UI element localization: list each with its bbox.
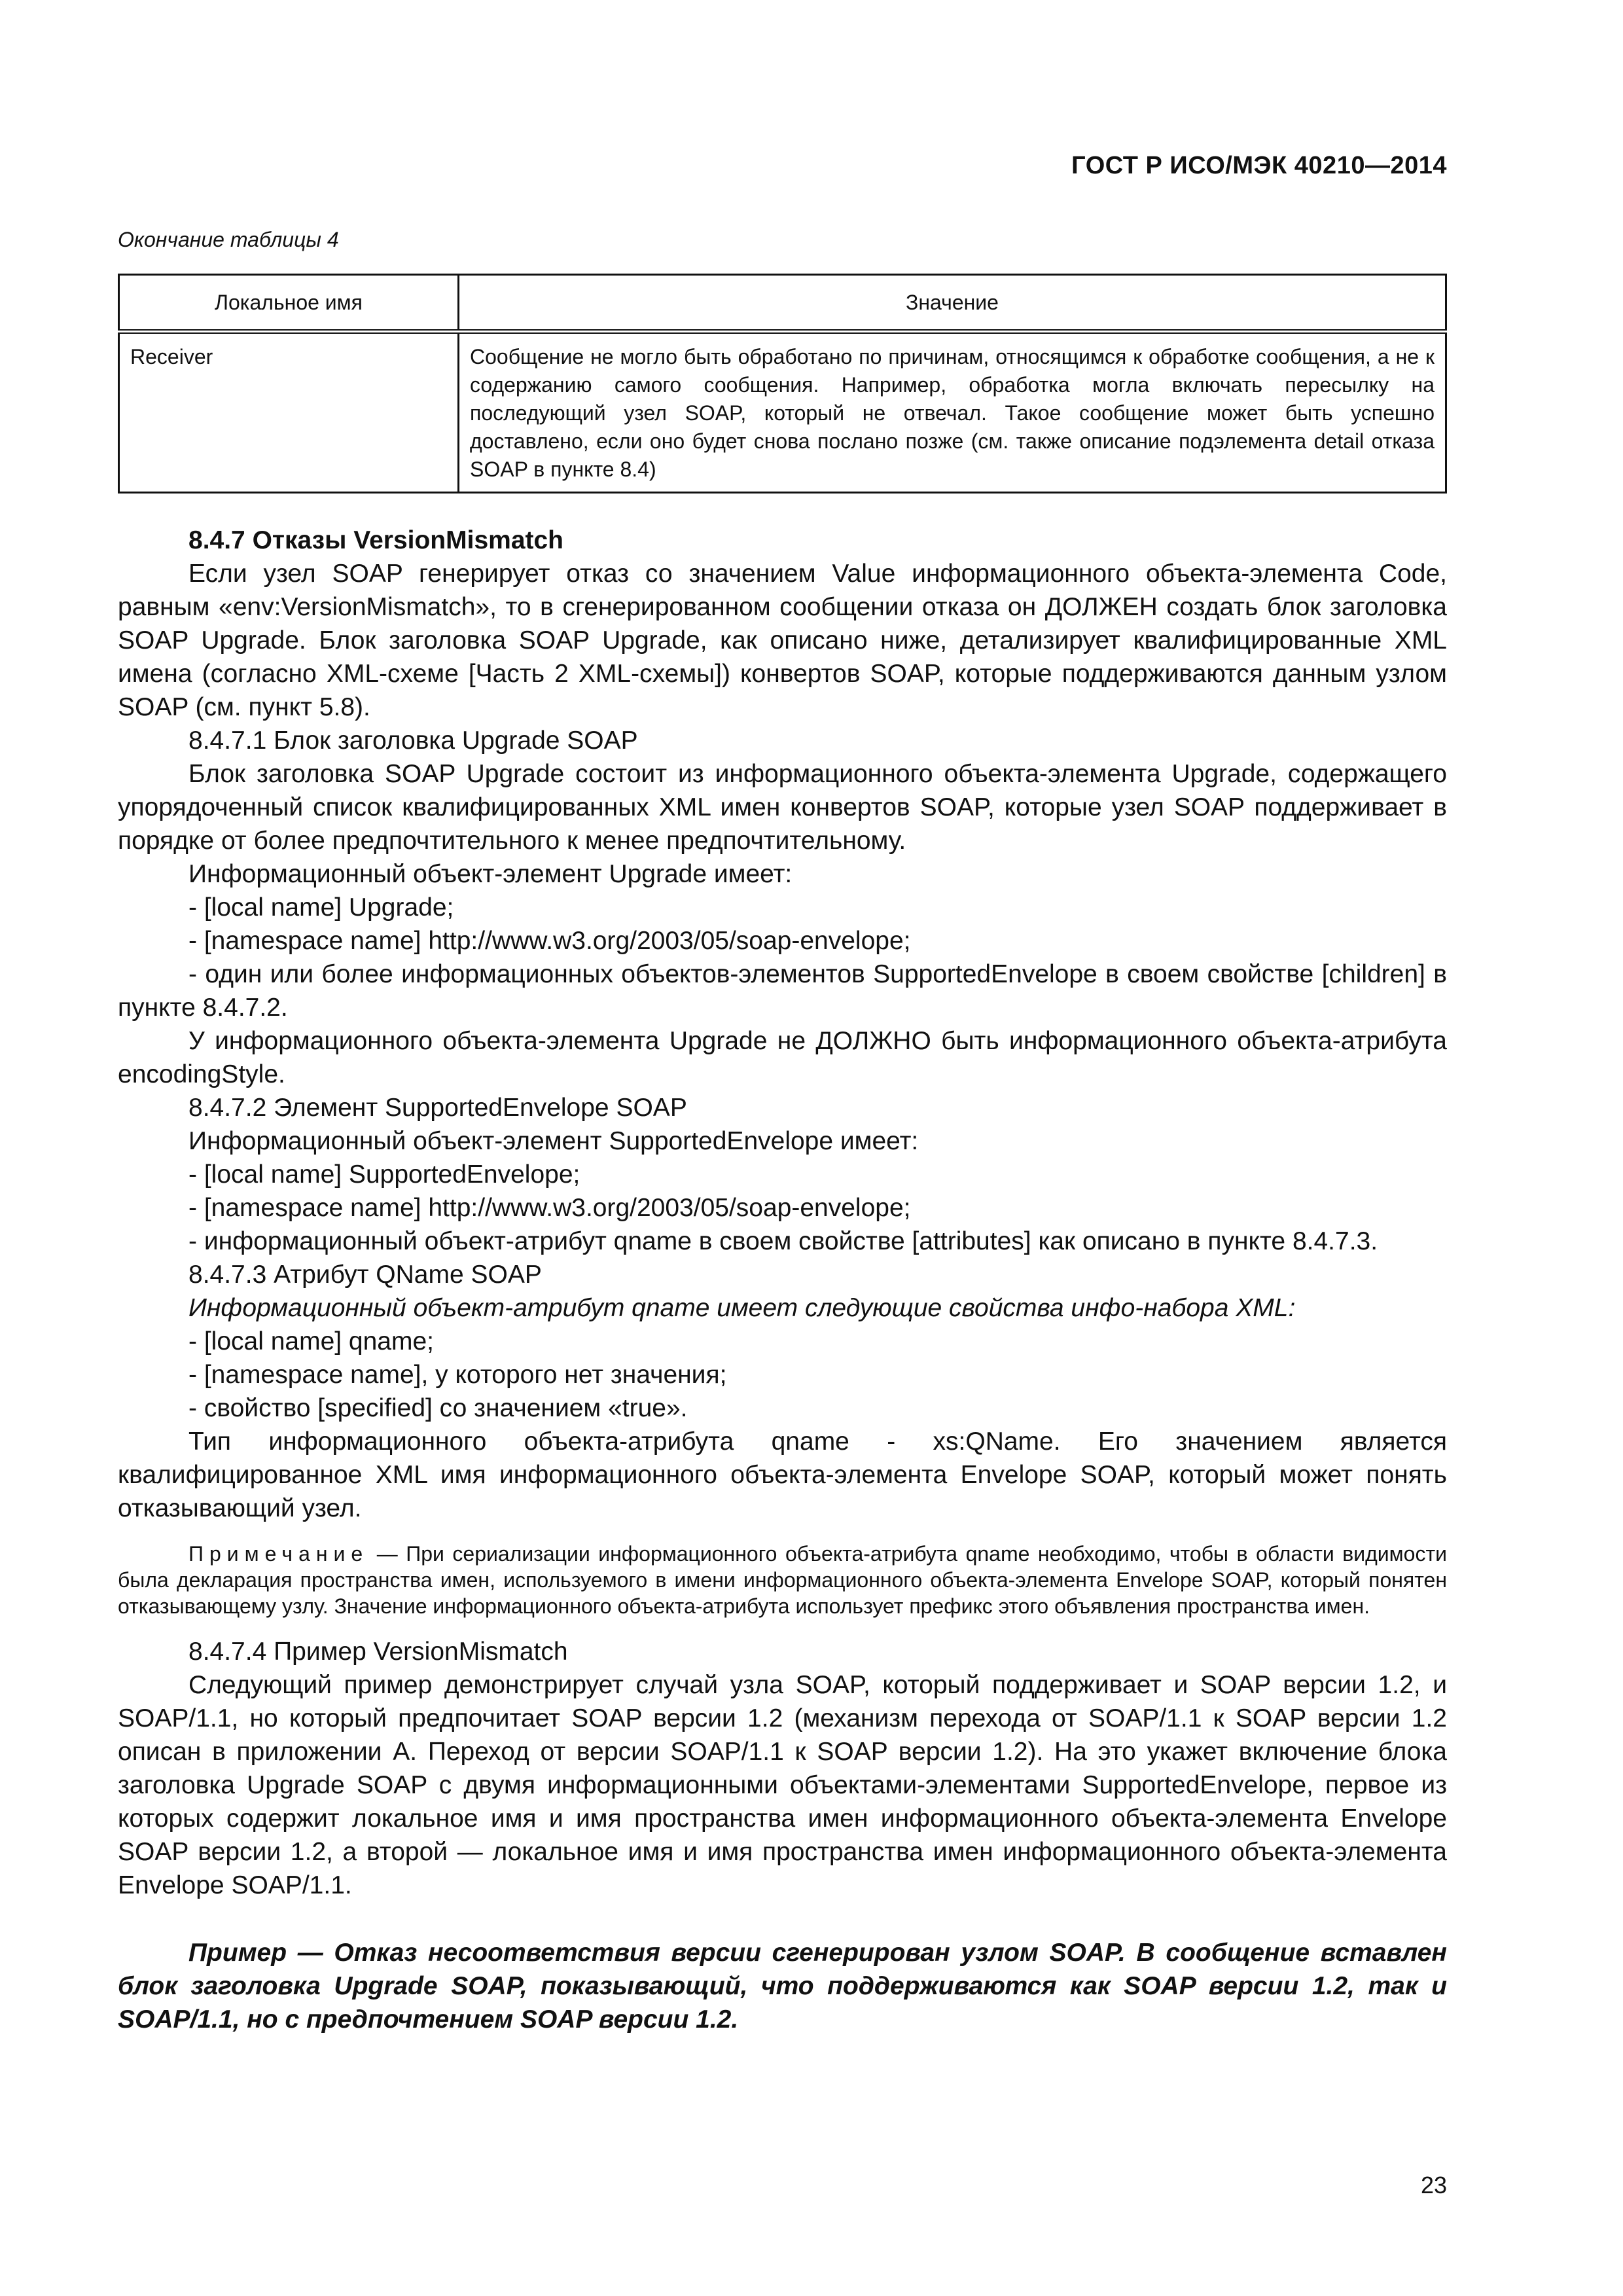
cell-value: Сообщение не могло быть обработано по причинам, относящимся к обработке сообщения, а не к содержанию самого сообщения. Например, обработка могла включать пересылку на последующий узел SOAP, который не отвечал. Такое сообщение может быть успешно доставлено, если оно будет снова послано позже (см. также описание подэлемента detail отказа SOAP в пункте 8.4) bbox=[459, 332, 1446, 493]
paragraph: Блок заголовка SOAP Upgrade состоит из информационного объекта-элемента Upgrade, содержащего упорядоченный список квалифицированных XML имен конвертов SOAP, которые узел SOAP поддерживает в порядке от более предпочтительного к менее предпочтительному. bbox=[118, 760, 1447, 855]
list-item: - информационный объект-атрибут qname в своем свойстве [attributes] как описано в пункте 8.4.7.3. bbox=[188, 1227, 1378, 1255]
list-item: - [local name] qname; bbox=[188, 1327, 435, 1355]
page-number: 23 bbox=[1420, 2172, 1447, 2198]
list-item: - [namespace name] http://www.w3.org/2003/05/soap-envelope; bbox=[188, 927, 911, 955]
list-item: - один или более информационных объектов-элементов SupportedEnvelope в своем свойстве [children] в пункте 8.4.7.2. bbox=[118, 960, 1447, 1022]
document-body bbox=[118, 524, 1447, 2036]
table-4 bbox=[118, 274, 1447, 493]
note bbox=[118, 1541, 1447, 1619]
paragraph: Тип информационного объекта-атрибута qname - xs:QName. Его значением является квалифицированное XML имя информационного объекта-элемента Envelope SOAP, который может понять отказывающий узел. bbox=[118, 1427, 1447, 1522]
example-caption: Пример — Отказ несоответствия версии сгенерирован узлом SOAP. В сообщение вставлен блок заголовка Upgrade SOAP, показывающий, что поддерживаются как SOAP версии 1.2, так и SOAP/1.1, но с предпочтением SOAP версии 1.2. bbox=[118, 1939, 1447, 2034]
list-item: - [local name] SupportedEnvelope; bbox=[188, 1160, 580, 1189]
paragraph: Следующий пример демонстрирует случай узла SOAP, который поддерживает и SOAP версии 1.2, и SOAP/1.1, но который предпочитает SOAP версии 1.2 (механизм перехода от SOAP/1.1 к SOAP версии 1.2 описан в приложении А. Переход от версии SOAP/1.1 к SOAP версии 1.2). На это укажет включение блока заголовка Upgrade SOAP с двумя информационными объектами-элементами SupportedEnvelope, первое из которых содержит локальное имя и имя пространства имен информационного объекта-элемента Envelope SOAP версии 1.2, а второй — локальное имя и имя пространства имен информационного объекта-элемента Envelope SOAP/1.1. bbox=[118, 1671, 1447, 1899]
section-heading-8-4-7-2: 8.4.7.2 Элемент SupportedEnvelope SOAP bbox=[188, 1094, 687, 1122]
note-label: Примечание bbox=[188, 1542, 369, 1566]
section-heading-8-4-7-4: 8.4.7.4 Пример VersionMismatch bbox=[188, 1638, 568, 1666]
section-heading-8-4-7-3: 8.4.7.3 Атрибут QName SOAP bbox=[188, 1261, 542, 1289]
column-header-local-name: Локальное имя bbox=[119, 275, 459, 332]
table-row bbox=[119, 332, 1446, 493]
column-header-value: Значение bbox=[459, 275, 1446, 332]
paragraph: Если узел SOAP генерирует отказ со значением Value информационного объекта-элемента Code, равным «env:VersionMismatch», то в сгенерированном сообщении отказа он ДОЛЖЕН создать блок заголовка SOAP Upgrade. Блок заголовка SOAP Upgrade, как описано ниже, детализирует квалифицированные XML имена (согласно XML-схеме [Часть 2 XML-схемы]) конвертов SOAP, которые поддерживаются данным узлом SOAP (см. пункт 5.8). bbox=[118, 560, 1447, 721]
paragraph: У информационного объекта-элемента Upgrade не ДОЛЖНО быть информационного объекта-атрибута encodingStyle. bbox=[118, 1027, 1447, 1088]
table-caption: Окончание таблицы 4 bbox=[118, 228, 339, 251]
section-heading-8-4-7: 8.4.7 Отказы VersionMismatch bbox=[188, 526, 564, 554]
note-text: — При сериализации информационного объекта-атрибута qname необходимо, чтобы в области видимости была декларация пространства имен, используемого в имени информационного объекта-элемента Envelope SOAP, который понятен отказывающему узлу. Значение информационного объекта-атрибута использует префикс этого объявления пространства имен. bbox=[118, 1542, 1447, 1618]
list-item: - [local name] Upgrade; bbox=[188, 893, 454, 922]
cell-local-name: Receiver bbox=[119, 332, 459, 493]
list-item: - [namespace name], у которого нет значения; bbox=[188, 1361, 727, 1389]
table-header-row bbox=[119, 275, 1446, 332]
standard-header: ГОСТ Р ИСО/МЭК 40210—2014 bbox=[1071, 152, 1447, 179]
paragraph: Информационный объект-элемент SupportedEnvelope имеет: bbox=[188, 1127, 919, 1155]
paragraph: Информационный объект-элемент Upgrade имеет: bbox=[188, 860, 793, 888]
list-item: - [namespace name] http://www.w3.org/2003/05/soap-envelope; bbox=[188, 1194, 911, 1222]
list-item: - свойство [specified] со значением «true». bbox=[188, 1394, 688, 1422]
paragraph: Информационный объект-атрибут qname имеет следующие свойства инфо-набора XML: bbox=[188, 1294, 1296, 1322]
section-heading-8-4-7-1: 8.4.7.1 Блок заголовка Upgrade SOAP bbox=[188, 726, 638, 755]
